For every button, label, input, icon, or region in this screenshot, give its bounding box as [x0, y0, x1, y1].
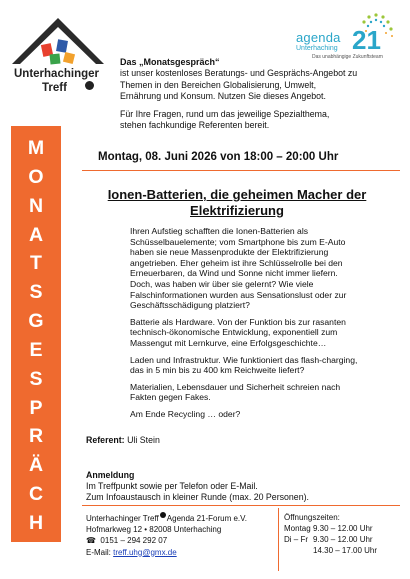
- divider-top: [82, 170, 400, 171]
- footer-org: [86, 512, 281, 524]
- footer-contact: [86, 512, 281, 558]
- hours-day: Di – Fr: [284, 535, 308, 544]
- opening-hours: [284, 512, 404, 556]
- footer-divider: [82, 505, 400, 506]
- logo-dot: [85, 81, 94, 90]
- band-letter: P: [29, 396, 43, 419]
- logo-name-line2: Treff: [42, 82, 67, 94]
- hours-time: 14.30 – 17.00 Uhr: [313, 546, 378, 555]
- logo-wordmark: [14, 67, 124, 95]
- unterhachinger-treff-logo: [10, 14, 106, 70]
- footer-phone: 0151 – 294 292 07: [100, 536, 168, 546]
- referent-label: Referent:: [86, 435, 125, 445]
- description-paragraph: Batterie als Hardware. Von der Funktion bis zur rasanten technisch-ökonomische Entwicklung, exponentiell zum Massengut mit Lernkurve, eine Erfolgsgeschichte…: [130, 316, 346, 348]
- band-letter: Ä: [28, 454, 44, 477]
- anmeldung-line-1: Im Treffpunkt sowie per Telefon oder E-Mail.: [86, 481, 258, 491]
- band-letter: G: [28, 310, 44, 333]
- band-letter: H: [28, 511, 44, 534]
- band-letter: S: [29, 281, 43, 304]
- footer-email-line: [86, 547, 281, 558]
- hours-row: [284, 523, 404, 534]
- event-description: [130, 226, 360, 426]
- anmeldung-line-2: Zum Infoaustausch in kleiner Runde (max. 20 Personen).: [86, 492, 309, 502]
- email-label: E-Mail:: [86, 547, 111, 557]
- hours-day: [284, 545, 313, 556]
- band-letter: M: [27, 137, 45, 159]
- band-letter: N: [28, 194, 44, 217]
- band-letter: S: [29, 367, 43, 390]
- intro-block: [120, 57, 358, 131]
- band-letter: O: [28, 165, 44, 188]
- intro-paragraph-1: ist unser kostenloses Beratungs- und Gesprächs-Angebot zu Themen in den Bereichen Globalisierung, Umwelt, Ernährung und Konsum. Nutzen Sie dieses Angebot.: [120, 68, 358, 102]
- agenda-number: 21: [352, 25, 381, 55]
- logo-name-line1: Unterhachinger: [14, 68, 99, 80]
- hours-time: 9.30 – 12.00 Uhr: [313, 535, 373, 544]
- description-paragraph: Ihren Aufstieg schafften die Ionen-Batterien als Schüsselbauelemente; vom Smartphone bis zum E-Auto haben sie neue Massenprodukte der Elektrifizierung angetrieben. Eher geheim ist ihre Schlüsselrolle bei den Erneuerbaren, da Wind und Sonne nicht immer liefern. Doch, was haben wir über sie gelernt? Wie viele Falschinformationen wurden aus Sensationslust oder zur Geschäftsschädigung platziert?: [130, 226, 347, 311]
- agenda-subtitle: Unterhaching: [296, 45, 338, 52]
- band-letter: C: [28, 483, 44, 506]
- band-letter: A: [28, 223, 44, 246]
- agenda-tagline: Das unabhängige Zukunftsteam: [312, 54, 383, 60]
- event-title: Ionen-Batterien, die geheimen Macher der Elektrifizierung: [107, 187, 367, 218]
- event-date: Montag, 08. Juni 2026 von 18:00 – 20:00 Uhr: [98, 151, 339, 163]
- referent-name: Uli Stein: [127, 435, 160, 445]
- anmeldung-block: [86, 470, 386, 503]
- band-letter: T: [30, 252, 42, 275]
- phone-icon: ☎: [86, 536, 96, 546]
- hours-row: [284, 534, 404, 545]
- description-paragraph: Materialien, Lebensdauer und Sicherheit schreien nach Fakten gegen Fakes.: [130, 381, 341, 403]
- footer-org-part2: Agenda 21-Forum e.V.: [166, 514, 247, 523]
- intro-paragraph-2: Für Ihre Fragen, rund um das jeweilige Spezialthema, stehen fachkundige Referenten bereit.: [120, 108, 330, 131]
- description-paragraph: Laden und Infrastruktur. Wie funktioniert das flash-charging, das in 5 min bis zu 400 km Reichweite liefert?: [130, 354, 358, 376]
- referent-line: [86, 435, 160, 445]
- intro-title: Das „Monatsgespräch“: [120, 57, 220, 67]
- footer-phone-line: [86, 535, 281, 546]
- monatsgespraech-vertical-band: [11, 126, 61, 542]
- footer-org-part1: Unterhachinger Treff: [86, 514, 159, 523]
- description-paragraph: Am Ende Recycling … oder?: [130, 408, 241, 419]
- hours-title: Öffnungszeiten:: [284, 513, 340, 522]
- footer-address: Hofmarkweg 12 • 82008 Unterhaching: [86, 525, 222, 535]
- band-letter: E: [29, 338, 43, 361]
- hours-time: 9.30 – 12.00 Uhr: [313, 524, 373, 533]
- band-letter: R: [28, 425, 44, 448]
- anmeldung-heading: Anmeldung: [86, 470, 135, 480]
- logo-dot-icon: [160, 512, 166, 518]
- hours-day: Montag: [284, 524, 311, 533]
- hours-row: [284, 545, 404, 556]
- email-link[interactable]: treff.uhg@gmx.de: [113, 547, 177, 557]
- agenda-wordmark: agenda: [296, 30, 341, 45]
